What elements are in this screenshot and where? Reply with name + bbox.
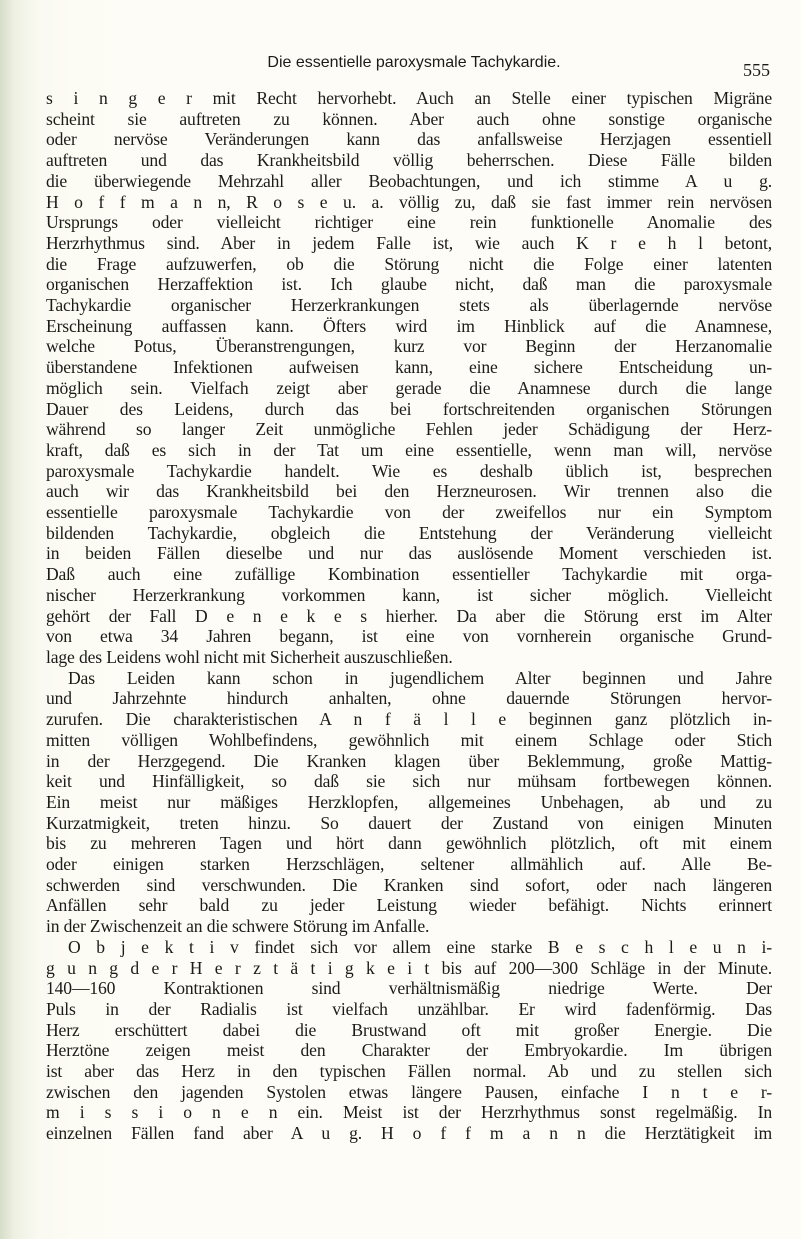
text-line: s i n g e r mit Recht hervorhebt. Auch an Stelle einer typischen Migräne (46, 88, 772, 108)
text-line: g u n g d e r H e r z t ä t i g k e i t bis auf 200—300 Schläge in der Minute. (46, 957, 772, 978)
text-line: bis zu mehreren Tagen und hört dann gewöhnlich plötzlich, oft mit einem (46, 833, 772, 854)
text-line-paragraph-end: lage des Leidens wohl nicht mit Sicherheit auszuschließen. (46, 646, 453, 667)
text-line: oder einigen starken Herzschlägen, seltener allmählich auf. Alle Be- (46, 854, 772, 875)
text-line: auftreten und das Krankheitsbild völlig beherrschen. Diese Fälle bilden (46, 150, 772, 171)
text-line: welche Potus, Überanstrengungen, kurz vor Beginn der Herzanomalie (46, 336, 772, 357)
text-line: scheint sie auftreten zu können. Aber auch ohne sonstige organische (46, 108, 772, 129)
text-line: organischen Herzaffektion ist. Ich glaube nicht, daß man die paroxysmale (46, 274, 772, 295)
text-line: von etwa 34 Jahren begann, ist eine von vornherein organische Grund- (46, 626, 772, 647)
page-header (58, 54, 770, 82)
text-line: Erscheinung auffassen kann. Öfters wird im Hinblick auf die Anamnese, (46, 315, 772, 336)
text-line: bildenden Tachykardie, obgleich die Entstehung der Veränderung vielleicht (46, 522, 772, 543)
text-line: Tachykardie organischer Herzerkrankungen stets als überlagernde nervöse (46, 295, 772, 316)
text-line: Ursprungs oder vielleicht richtiger eine rein funktionelle Anomalie des (46, 212, 772, 233)
text-line: einzelnen Fällen fand aber A u g. H o f f m a n n die Herztätigkeit im (46, 1123, 772, 1144)
text-line: schwerden sind verschwunden. Die Kranken sind sofort, oder nach längeren (46, 874, 772, 895)
text-line: paroxysmale Tachykardie handelt. Wie es deshalb üblich ist, besprechen (46, 460, 772, 481)
text-line: keit und Hinfälligkeit, so daß sie sich nur mühsam fortbewegen können. (46, 771, 772, 792)
text-line: die überwiegende Mehrzahl aller Beobachtungen, und ich stimme A u g. (46, 170, 772, 191)
text-line: kraft, daß es sich in der Tat um eine essentielle, wenn man will, nervöse (46, 439, 772, 460)
text-line: 140—160 Kontraktionen sind verhältnismäßig niedrige Werte. Der (46, 978, 772, 999)
text-line: nischer Herzerkrankung vorkommen kann, ist sicher möglich. Vielleicht (46, 584, 772, 605)
text-line: in beiden Fällen dieselbe und nur das auslösende Moment verschieden ist. (46, 543, 772, 564)
text-line: Dauer des Leidens, durch das bei fortschreitenden organischen Störungen (46, 398, 772, 419)
text-line: oder nervöse Veränderungen kann das anfallsweise Herzjagen essentiell (46, 129, 772, 150)
text-line: essentielle paroxysmale Tachykardie von der zweifellos nur ein Symptom (46, 502, 772, 523)
text-line-paragraph-start: O b j e k t i v findet sich vor allem eine starke B e s c h l e u n i- (68, 936, 772, 957)
text-line: Anfällen sehr bald zu jeder Leistung wieder befähigt. Nichts erinnert (46, 895, 772, 916)
text-line: Herztöne zeigen meist den Charakter der Embryokardie. Im übrigen (46, 1040, 772, 1061)
text-line: Kurzatmigkeit, treten hinzu. So dauert der Zustand von einigen Minuten (46, 812, 772, 833)
running-head: Die essentielle paroxysmale Tachykardie. (267, 54, 561, 71)
text-line: die Frage aufzuwerfen, ob die Störung nicht die Folge einer latenten (46, 253, 772, 274)
text-line: H o f f m a n n, R o s e u. a. völlig zu, daß sie fast immer rein nervösen (46, 191, 772, 212)
text-line: und Jahrzehnte hindurch anhalten, ohne dauernde Störungen hervor- (46, 688, 772, 709)
text-line: während so langer Zeit unmögliche Fehlen jeder Schädigung der Herz- (46, 419, 772, 440)
body-text (46, 88, 772, 1144)
text-line: Herzrhythmus sind. Aber in jedem Falle ist, wie auch K r e h l betont, (46, 232, 772, 253)
text-line: ist aber das Herz in den typischen Fällen normal. Ab und zu stellen sich (46, 1061, 772, 1082)
text-line: überstandene Infektionen aufweisen kann, eine sichere Entscheidung un- (46, 357, 772, 378)
text-line: möglich sein. Vielfach zeigt aber gerade die Anamnese durch die lange (46, 377, 772, 398)
text-line: zwischen den jagenden Systolen etwas längere Pausen, einfache I n t e r- (46, 1081, 772, 1102)
text-line: Herz erschüttert dabei die Brustwand oft mit großer Energie. Die (46, 1019, 772, 1040)
text-line: auch wir das Krankheitsbild bei den Herzneurosen. Wir trennen also die (46, 481, 772, 502)
text-line-paragraph-end: in der Zwischenzeit an die schwere Störung im Anfalle. (46, 916, 430, 937)
text-line: mitten völligen Wohlbefindens, gewöhnlich mit einem Schlage oder Stich (46, 729, 772, 750)
text-line: Puls in der Radialis ist vielfach unzählbar. Er wird fadenförmig. Das (46, 998, 772, 1019)
text-line: in der Herzgegend. Die Kranken klagen über Beklemmung, große Mattig- (46, 750, 772, 771)
text-line: gehört der Fall D e n e k e s hierher. Da aber die Störung erst im Alter (46, 605, 772, 626)
text-line: Daß auch eine zufällige Kombination essentieller Tachykardie mit orga- (46, 564, 772, 585)
text-line-paragraph-start: Das Leiden kann schon in jugendlichem Alter beginnen und Jahre (68, 667, 772, 688)
page-number: 555 (743, 60, 770, 80)
text-line: m i s s i o n e n ein. Meist ist der Herzrhythmus sonst regelmäßig. In (46, 1102, 772, 1123)
text-line: zurufen. Die charakteristischen A n f ä l l e beginnen ganz plötzlich in- (46, 709, 772, 730)
text-line: Ein meist nur mäßiges Herzklopfen, allgemeines Unbehagen, ab und zu (46, 791, 772, 812)
